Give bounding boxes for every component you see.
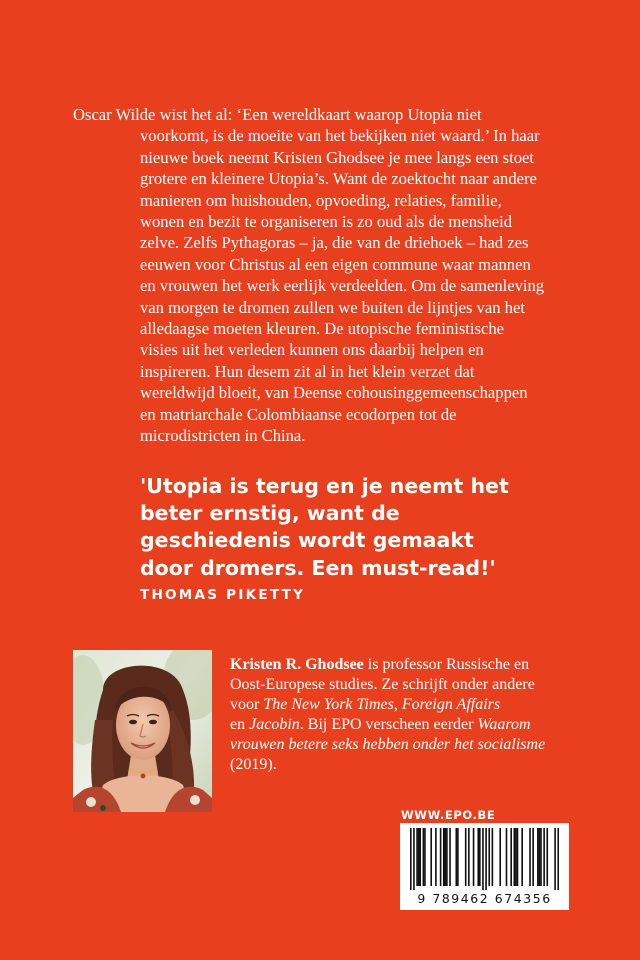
- barcode-bar: [515, 828, 517, 886]
- blurb-line: manieren om huishouden, opvoeding, relaties, familie,: [140, 190, 502, 210]
- quote-author: THOMAS PIKETTY: [140, 587, 306, 603]
- barcode-bar: [492, 828, 494, 886]
- barcode-bar: [473, 828, 475, 886]
- barcode-bar: [529, 828, 531, 886]
- barcode-bar: [455, 828, 457, 886]
- barcode-bar: [449, 828, 451, 886]
- blurb-line: van morgen te dromen zullen we buiten de lijntjes van het: [140, 297, 525, 317]
- blurb-line: wonen en bezit te organiseren is zo oud als de mensheid: [140, 212, 513, 232]
- bio-text: is professor Russische en: [363, 656, 530, 673]
- barcode-bar: [521, 828, 523, 886]
- blurb-line: microdistricten in China.: [140, 426, 306, 446]
- blurb-line: voorkomt, is de moeite van het bekijken niet waard.’ In haar: [140, 126, 540, 146]
- bio-text: (2019).: [230, 755, 277, 773]
- blurb-line: nieuwe boek neemt Kristen Ghodsee je mee langs een stoet: [140, 147, 534, 167]
- barcode-bar: [532, 828, 534, 886]
- bio-text: Oost-Europese studies. Ze schrijft onder andere: [230, 675, 535, 693]
- barcode-bar: [445, 828, 447, 886]
- barcode-bar: [424, 828, 426, 886]
- blurb-line: wereldwijd bloeit, van Deense cohousinggemeenschappen: [140, 383, 528, 403]
- isbn-number: 9 789462 674356: [417, 891, 552, 906]
- barcode-bar: [506, 828, 508, 886]
- barcode-bar: [540, 828, 542, 886]
- review-quote: [140, 473, 580, 582]
- barcode-bar: [510, 828, 512, 886]
- publication-title: Jacobin: [249, 715, 300, 733]
- barcode-bar: [543, 828, 545, 886]
- book-title: Waarom: [477, 715, 531, 733]
- barcode-bar: [418, 828, 420, 886]
- barcode-bar: [488, 828, 490, 886]
- blurb-line: eeuwen voor Christus al een eigen commune waar mannen: [140, 254, 531, 274]
- author-bio: [230, 655, 610, 774]
- barcode-bar: [416, 828, 418, 886]
- publication-title: The New York Times: [263, 695, 394, 713]
- blurb-line: en matriarchale Colombiaanse ecodorpen tot de: [140, 404, 457, 424]
- blurb-line: en vrouwen het werk eerlijk verdeelden. Om de samenleving: [140, 276, 545, 296]
- bio-text: . Bij EPO verscheen eerder: [299, 715, 478, 733]
- barcode-bar: [499, 828, 501, 886]
- quote-line: beter ernstig, want de: [140, 501, 400, 526]
- barcode-bar: [477, 828, 479, 886]
- barcode-bar: [517, 828, 519, 886]
- barcode-bar: [440, 828, 442, 886]
- blurb-line: grotere en kleinere Utopia’s. Want de zoektocht naar andere: [140, 169, 537, 189]
- barcode-bar: [479, 828, 481, 886]
- bio-text: en: [230, 715, 250, 733]
- author-photo: [73, 650, 212, 812]
- barcode-bar: [419, 828, 421, 886]
- blurb-line: zelve. Zelfs Pythagoras – ja, die van de driehoek – had zes: [140, 233, 529, 253]
- publication-title: Foreign Affairs: [401, 695, 501, 713]
- blurb-line: visies uit het verleden kunnen ons daarbij helpen en: [140, 340, 484, 360]
- barcode-bar: [465, 828, 467, 886]
- barcode-bar: [410, 828, 412, 890]
- isbn-barcode: [400, 823, 569, 910]
- barcode-bar: [430, 828, 432, 886]
- publisher-website: WWW.EPO.BE: [401, 808, 496, 822]
- author-portrait-image: [73, 650, 212, 812]
- author-name: Kristen R. Ghodsee: [230, 656, 364, 673]
- barcode-bar: [423, 828, 425, 886]
- barcode-bar: [435, 828, 437, 886]
- barcode-bar: [539, 828, 541, 886]
- barcode-bar: [443, 828, 445, 886]
- barcode-bar: [537, 828, 539, 886]
- quote-line: 'Utopia is terug en je neemt het: [140, 474, 509, 498]
- blurb-line: inspireren. Hun desem zit al in het klein verzet dat: [140, 361, 475, 381]
- quote-line: door dromers. Een must-read!': [140, 555, 496, 580]
- barcode-bar: [485, 828, 487, 890]
- blurb-text: [73, 104, 573, 447]
- bio-text: voor: [230, 695, 264, 713]
- book-title: vrouwen betere seks hebben onder het socialisme: [230, 735, 546, 753]
- barcode-bar: [457, 828, 459, 886]
- barcode-bar: [514, 828, 516, 886]
- blurb-line: Oscar Wilde wist het al: ‘Een wereldkaart waarop Utopia niet: [73, 105, 482, 124]
- bio-text: ,: [393, 695, 402, 713]
- blurb-line: alledaagse moeten kleuren. De utopische feministische: [140, 319, 505, 339]
- quote-line: geschiedenis wordt gemaakt: [140, 528, 474, 553]
- barcode-bar: [546, 828, 548, 886]
- barcode-bar: [557, 828, 559, 890]
- barcode-bar: [468, 828, 470, 886]
- barcode-bar: [413, 828, 415, 890]
- barcode-bar: [554, 828, 556, 890]
- barcode-bar: [446, 828, 448, 886]
- barcode-bar: [482, 828, 484, 890]
- barcode-bars: [410, 828, 559, 890]
